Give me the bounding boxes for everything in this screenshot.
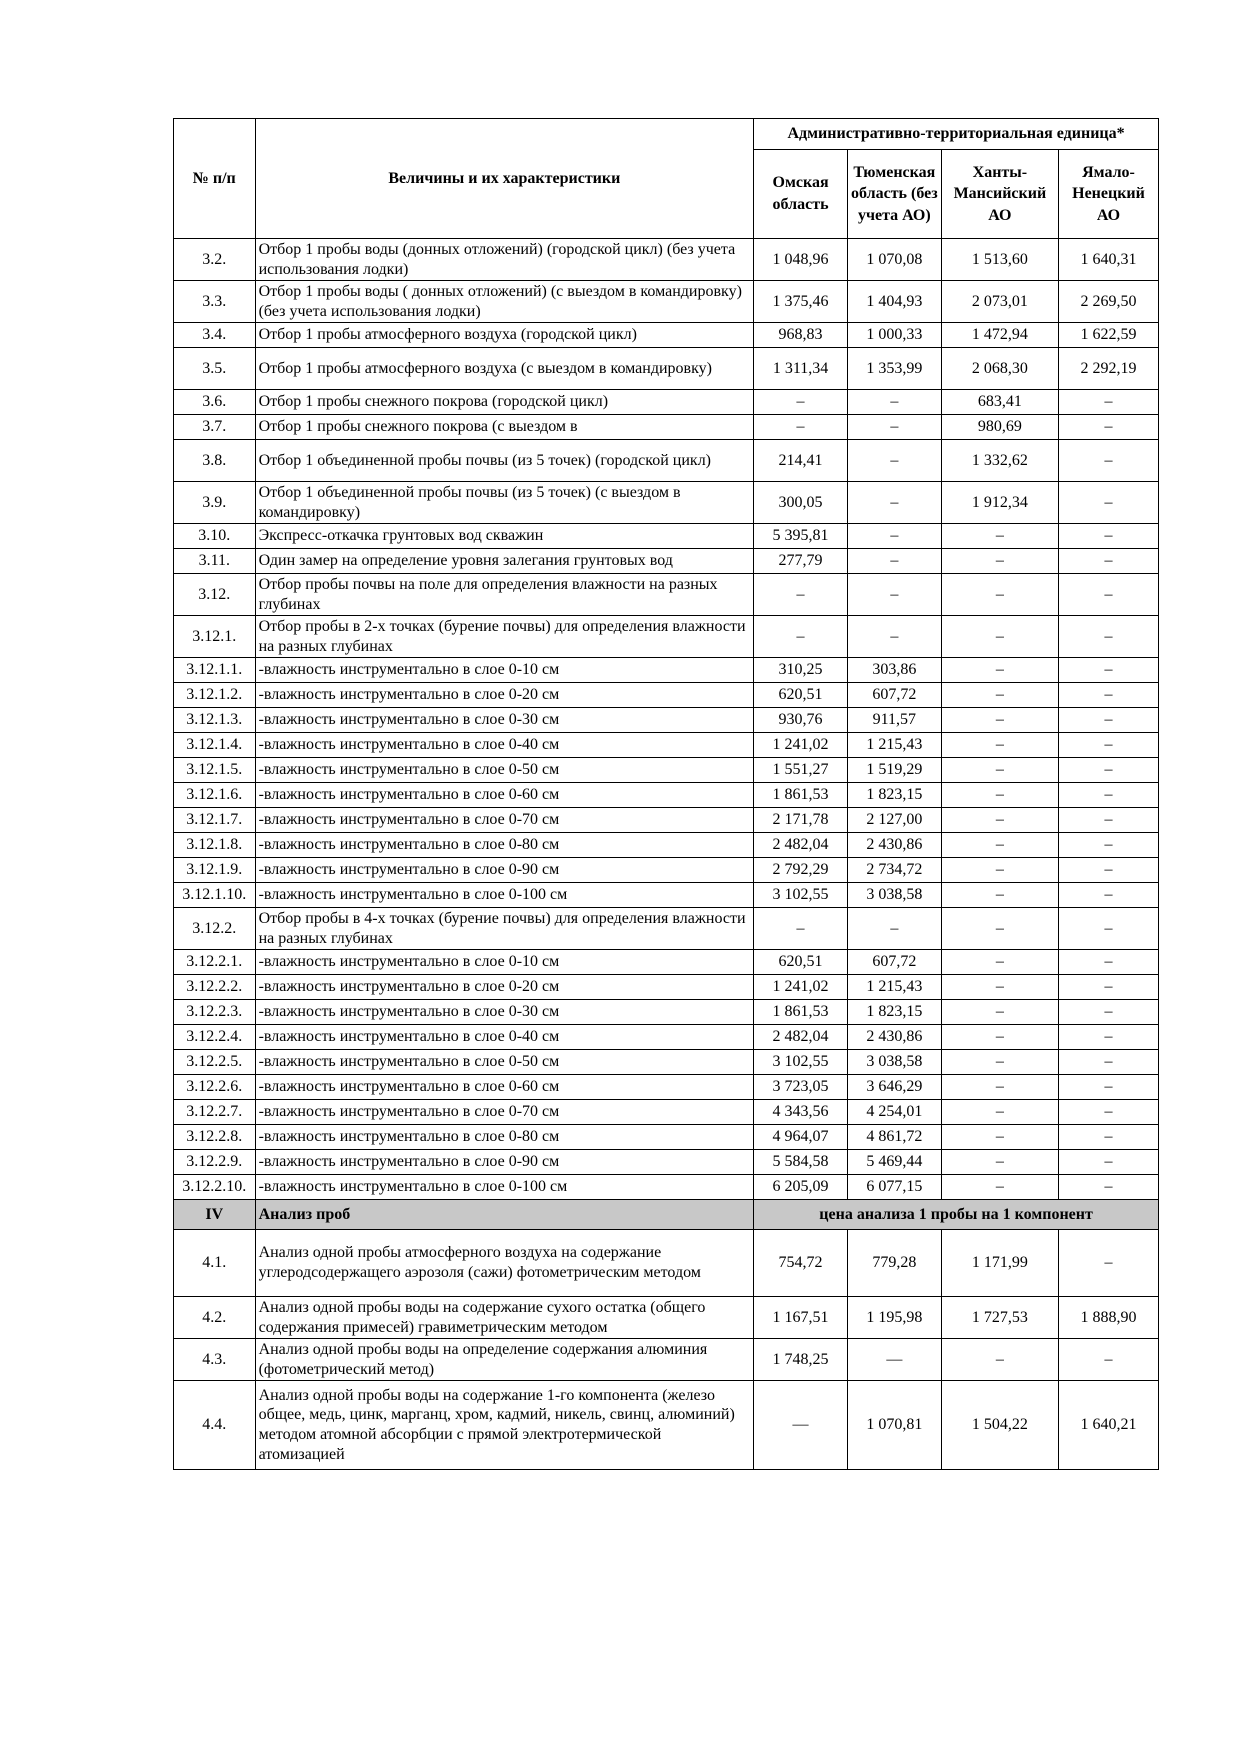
table-row [174,1150,1159,1175]
price-yanao: – [1059,1230,1159,1297]
row-number: 3.3. [174,281,256,323]
row-description: Отбор 1 пробы атмосферного воздуха (с выездом в командировку) [255,348,754,390]
row-description: -влажность инструментально в слое 0-50 см [255,758,754,783]
price-tyumen: 1 215,43 [847,733,941,758]
price-yanao: – [1059,1050,1159,1075]
table-row [174,390,1159,415]
price-omsk: 1 167,51 [754,1297,848,1339]
table-row [174,524,1159,549]
price-khmao: – [941,883,1058,908]
price-khmao: – [941,1175,1058,1200]
price-tyumen: 1 070,08 [847,239,941,281]
table-row [174,1100,1159,1125]
header-region-omsk: Омская область [754,150,848,239]
price-table [173,118,1159,1470]
table-row [174,1025,1159,1050]
price-khmao: – [941,758,1058,783]
price-omsk: 3 723,05 [754,1075,848,1100]
price-tyumen: – [847,574,941,616]
price-omsk: 5 395,81 [754,524,848,549]
price-yanao: – [1059,1175,1159,1200]
price-khmao: – [941,1125,1058,1150]
table-row [174,658,1159,683]
table-row [174,1000,1159,1025]
price-yanao: – [1059,549,1159,574]
price-yanao: – [1059,658,1159,683]
price-tyumen: 607,72 [847,950,941,975]
price-yanao: – [1059,1000,1159,1025]
table-row [174,858,1159,883]
header-region-tyumen: Тюменская область (без учета АО) [847,150,941,239]
row-description: -влажность инструментально в слое 0-50 см [255,1050,754,1075]
price-omsk: 1 861,53 [754,1000,848,1025]
table-row [174,1175,1159,1200]
price-tyumen: 1 195,98 [847,1297,941,1339]
price-khmao: 1 513,60 [941,239,1058,281]
row-number: 3.12.1.9. [174,858,256,883]
price-khmao: – [941,708,1058,733]
price-yanao: – [1059,683,1159,708]
header-description: Величины и их характеристики [255,119,754,239]
row-number: 3.12.1.3. [174,708,256,733]
row-number: 3.2. [174,239,256,281]
price-yanao: 1 622,59 [1059,323,1159,348]
price-yanao: – [1059,733,1159,758]
price-khmao: – [941,1150,1058,1175]
price-omsk: 4 964,07 [754,1125,848,1150]
price-tyumen: 6 077,15 [847,1175,941,1200]
table-row [174,574,1159,616]
row-description: -влажность инструментально в слое 0-20 см [255,683,754,708]
row-number: 3.11. [174,549,256,574]
price-khmao: – [941,1339,1058,1381]
price-omsk: 1 861,53 [754,783,848,808]
price-yanao: – [1059,883,1159,908]
row-description: -влажность инструментально в слое 0-100 см [255,1175,754,1200]
row-number: 3.9. [174,482,256,524]
row-description: -влажность инструментально в слое 0-100 см [255,883,754,908]
price-tyumen: 2 430,86 [847,833,941,858]
row-description: Отбор пробы почвы на поле для определения влажности на разных глубинах [255,574,754,616]
header-num: № п/п [174,119,256,239]
price-tyumen: 911,57 [847,708,941,733]
row-description: Отбор 1 объединенной пробы почвы (из 5 точек) (городской цикл) [255,440,754,482]
row-number: 3.12.1.2. [174,683,256,708]
price-yanao: – [1059,783,1159,808]
row-description: -влажность инструментально в слое 0-10 см [255,658,754,683]
price-tyumen: 1 823,15 [847,1000,941,1025]
price-omsk: – [754,415,848,440]
price-khmao: – [941,1100,1058,1125]
price-omsk: 277,79 [754,549,848,574]
row-description: Отбор 1 пробы снежного покрова (городской цикл) [255,390,754,415]
price-yanao: – [1059,950,1159,975]
price-khmao: 1 504,22 [941,1381,1058,1470]
table-row [174,1297,1159,1339]
price-tyumen: 2 430,86 [847,1025,941,1050]
row-number: 3.12.2.2. [174,975,256,1000]
price-omsk: – [754,616,848,658]
price-yanao: – [1059,390,1159,415]
price-omsk: 2 482,04 [754,1025,848,1050]
row-description: -влажность инструментально в слое 0-10 см [255,950,754,975]
price-tyumen: 303,86 [847,658,941,683]
table-body [174,239,1159,1470]
price-omsk: – [754,908,848,950]
table-row [174,281,1159,323]
table-row [174,549,1159,574]
row-description: -влажность инструментально в слое 0-20 см [255,975,754,1000]
price-tyumen: – [847,908,941,950]
row-description: Отбор 1 объединенной пробы почвы (из 5 точек) (с выездом в командировку) [255,482,754,524]
price-omsk: 968,83 [754,323,848,348]
row-number: 3.12.1.1. [174,658,256,683]
table-row [174,733,1159,758]
price-tyumen: – [847,524,941,549]
price-tyumen: 3 038,58 [847,883,941,908]
row-number: 3.7. [174,415,256,440]
row-description: Отбор пробы в 2-х точках (бурение почвы) для определения влажности на разных глубинах [255,616,754,658]
price-yanao: 2 292,19 [1059,348,1159,390]
price-tyumen: 5 469,44 [847,1150,941,1175]
table-row [174,883,1159,908]
price-tyumen: – [847,482,941,524]
price-omsk: 6 205,09 [754,1175,848,1200]
row-description: Отбор 1 пробы воды ( донных отложений) (с выездом в командировку) (без учета использования лодки) [255,281,754,323]
price-khmao: – [941,616,1058,658]
price-yanao: – [1059,482,1159,524]
table-row [174,783,1159,808]
price-tyumen: 2 734,72 [847,858,941,883]
price-yanao: – [1059,574,1159,616]
price-yanao: – [1059,440,1159,482]
table-row [174,975,1159,1000]
row-number: 3.12.2. [174,908,256,950]
price-omsk: – [754,390,848,415]
row-description: -влажность инструментально в слое 0-60 см [255,1075,754,1100]
row-number: 3.12.2.8. [174,1125,256,1150]
section-title: Анализ проб [255,1200,754,1230]
price-khmao: – [941,1000,1058,1025]
price-tyumen: — [847,1339,941,1381]
price-yanao: – [1059,1339,1159,1381]
header-region-yanao: Ямало-Ненецкий АО [1059,150,1159,239]
price-khmao: – [941,908,1058,950]
price-khmao: – [941,975,1058,1000]
row-number: 3.12.1.4. [174,733,256,758]
table-row [174,833,1159,858]
price-omsk: 1 551,27 [754,758,848,783]
price-tyumen: 1 215,43 [847,975,941,1000]
price-khmao: – [941,783,1058,808]
price-yanao: – [1059,1125,1159,1150]
price-omsk: 1 241,02 [754,733,848,758]
row-number: 4.1. [174,1230,256,1297]
row-description: Отбор пробы в 4-х точках (бурение почвы) для определения влажности на разных глубинах [255,908,754,950]
row-description: -влажность инструментально в слое 0-80 см [255,1125,754,1150]
row-number: 3.12.2.5. [174,1050,256,1075]
price-omsk: 214,41 [754,440,848,482]
price-tyumen: 1 070,81 [847,1381,941,1470]
price-tyumen: 4 254,01 [847,1100,941,1125]
table-row [174,1050,1159,1075]
price-omsk: 4 343,56 [754,1100,848,1125]
price-omsk: 3 102,55 [754,883,848,908]
table-row [174,950,1159,975]
row-description: -влажность инструментально в слое 0-70 см [255,1100,754,1125]
price-khmao: – [941,1075,1058,1100]
row-description: Анализ одной пробы воды на определение содержания алюминия (фотометрический метод) [255,1339,754,1381]
row-number: 3.12.2.3. [174,1000,256,1025]
row-description: Анализ одной пробы воды на содержание 1-го компонента (железо общее, медь, цинк, марганц, хром, кадмий, никель, свинц, алюминий) методом атомной абсорбции с прямой электротермической атомизацией [255,1381,754,1470]
price-khmao: 1 472,94 [941,323,1058,348]
price-tyumen: 1 353,99 [847,348,941,390]
price-yanao: – [1059,858,1159,883]
price-omsk: 300,05 [754,482,848,524]
header-admin-unit: Административно-территориальная единица* [754,119,1159,150]
section-price-note: цена анализа 1 пробы на 1 компонент [754,1200,1159,1230]
price-tyumen: 1 519,29 [847,758,941,783]
price-khmao: 1 332,62 [941,440,1058,482]
price-omsk: 3 102,55 [754,1050,848,1075]
price-omsk: 620,51 [754,683,848,708]
row-description: -влажность инструментально в слое 0-60 см [255,783,754,808]
price-yanao: – [1059,616,1159,658]
price-khmao: 2 073,01 [941,281,1058,323]
table-row [174,1381,1159,1470]
price-omsk: — [754,1381,848,1470]
price-omsk: 620,51 [754,950,848,975]
price-yanao: 2 269,50 [1059,281,1159,323]
price-yanao: – [1059,1075,1159,1100]
price-tyumen: 607,72 [847,683,941,708]
price-omsk: 2 792,29 [754,858,848,883]
row-number: 3.12.1.7. [174,808,256,833]
price-omsk: 2 482,04 [754,833,848,858]
price-tyumen: 2 127,00 [847,808,941,833]
row-number: 3.12.1.5. [174,758,256,783]
price-khmao: – [941,833,1058,858]
price-omsk: 754,72 [754,1230,848,1297]
row-number: 3.12.1. [174,616,256,658]
price-tyumen: 779,28 [847,1230,941,1297]
price-khmao: – [941,549,1058,574]
price-khmao: – [941,733,1058,758]
price-yanao: 1 640,21 [1059,1381,1159,1470]
table-row [174,348,1159,390]
price-yanao: – [1059,1100,1159,1125]
table-row [174,1125,1159,1150]
table-row [174,908,1159,950]
table-row [174,239,1159,281]
price-tyumen: 4 861,72 [847,1125,941,1150]
price-omsk: – [754,574,848,616]
price-yanao: 1 640,31 [1059,239,1159,281]
price-tyumen: – [847,616,941,658]
price-khmao: 980,69 [941,415,1058,440]
price-khmao: 1 171,99 [941,1230,1058,1297]
price-tyumen: – [847,440,941,482]
row-description: -влажность инструментально в слое 0-90 см [255,1150,754,1175]
price-khmao: – [941,574,1058,616]
row-number: 3.12.2.7. [174,1100,256,1125]
price-yanao: – [1059,708,1159,733]
price-yanao: – [1059,908,1159,950]
price-khmao: – [941,683,1058,708]
price-omsk: 1 375,46 [754,281,848,323]
row-description: -влажность инструментально в слое 0-40 см [255,1025,754,1050]
price-tyumen: – [847,549,941,574]
row-description: -влажность инструментально в слое 0-80 см [255,833,754,858]
table-row [174,708,1159,733]
price-tyumen: 3 646,29 [847,1075,941,1100]
section-number: IV [174,1200,256,1230]
price-omsk: 310,25 [754,658,848,683]
row-number: 3.12.1.10. [174,883,256,908]
price-khmao: – [941,858,1058,883]
row-description: Отбор 1 пробы атмосферного воздуха (городской цикл) [255,323,754,348]
price-tyumen: 1 000,33 [847,323,941,348]
section-row [174,1200,1159,1230]
row-number: 3.12.2.10. [174,1175,256,1200]
table-row [174,482,1159,524]
price-yanao: – [1059,1025,1159,1050]
price-yanao: – [1059,758,1159,783]
row-number: 3.12.2.9. [174,1150,256,1175]
price-yanao: – [1059,808,1159,833]
price-omsk: 5 584,58 [754,1150,848,1175]
row-description: Экспресс-откачка грунтовых вод скважин [255,524,754,549]
table-row [174,440,1159,482]
price-tyumen: 3 038,58 [847,1050,941,1075]
row-number: 3.12.1.8. [174,833,256,858]
header-region-khmao: Ханты-Мансийский АО [941,150,1058,239]
price-omsk: 1 241,02 [754,975,848,1000]
row-number: 3.12.1.6. [174,783,256,808]
row-description: Анализ одной пробы атмосферного воздуха на содержание углеродсодержащего аэрозоля (сажи) фотометрическим методом [255,1230,754,1297]
row-description: -влажность инструментально в слое 0-30 см [255,1000,754,1025]
price-tyumen: – [847,390,941,415]
row-description: -влажность инструментально в слое 0-70 см [255,808,754,833]
row-description: Анализ одной пробы воды на содержание сухого остатка (общего содержания примесей) гравиметрическим методом [255,1297,754,1339]
price-khmao: – [941,524,1058,549]
table-row [174,683,1159,708]
price-yanao: 1 888,90 [1059,1297,1159,1339]
table-row [174,616,1159,658]
row-description: Отбор 1 пробы воды (донных отложений) (городской цикл) (без учета использования лодки) [255,239,754,281]
price-khmao: 683,41 [941,390,1058,415]
row-number: 3.5. [174,348,256,390]
table-row [174,758,1159,783]
table-row [174,415,1159,440]
table-row [174,1075,1159,1100]
price-tyumen: – [847,415,941,440]
row-number: 3.10. [174,524,256,549]
row-description: Отбор 1 пробы снежного покрова (с выездом в [255,415,754,440]
price-khmao: – [941,1025,1058,1050]
row-number: 3.12. [174,574,256,616]
row-number: 3.8. [174,440,256,482]
row-description: -влажность инструментально в слое 0-30 см [255,708,754,733]
table-row [174,808,1159,833]
price-yanao: – [1059,833,1159,858]
price-omsk: 2 171,78 [754,808,848,833]
price-khmao: 1 912,34 [941,482,1058,524]
price-tyumen: 1 823,15 [847,783,941,808]
row-number: 3.12.2.6. [174,1075,256,1100]
price-yanao: – [1059,524,1159,549]
row-description: -влажность инструментально в слое 0-40 см [255,733,754,758]
price-khmao: – [941,808,1058,833]
price-omsk: 1 311,34 [754,348,848,390]
price-yanao: – [1059,975,1159,1000]
row-description: Один замер на определение уровня залегания грунтовых вод [255,549,754,574]
price-yanao: – [1059,415,1159,440]
table-row [174,323,1159,348]
price-omsk: 930,76 [754,708,848,733]
row-number: 4.3. [174,1339,256,1381]
row-number: 3.4. [174,323,256,348]
price-omsk: 1 748,25 [754,1339,848,1381]
price-khmao: 2 068,30 [941,348,1058,390]
table-row [174,1339,1159,1381]
row-number: 3.12.2.1. [174,950,256,975]
row-number: 3.12.2.4. [174,1025,256,1050]
price-khmao: – [941,950,1058,975]
price-tyumen: 1 404,93 [847,281,941,323]
price-khmao: 1 727,53 [941,1297,1058,1339]
price-khmao: – [941,1050,1058,1075]
row-number: 4.4. [174,1381,256,1470]
table-row [174,1230,1159,1297]
row-number: 4.2. [174,1297,256,1339]
row-number: 3.6. [174,390,256,415]
price-omsk: 1 048,96 [754,239,848,281]
price-khmao: – [941,658,1058,683]
price-yanao: – [1059,1150,1159,1175]
row-description: -влажность инструментально в слое 0-90 см [255,858,754,883]
